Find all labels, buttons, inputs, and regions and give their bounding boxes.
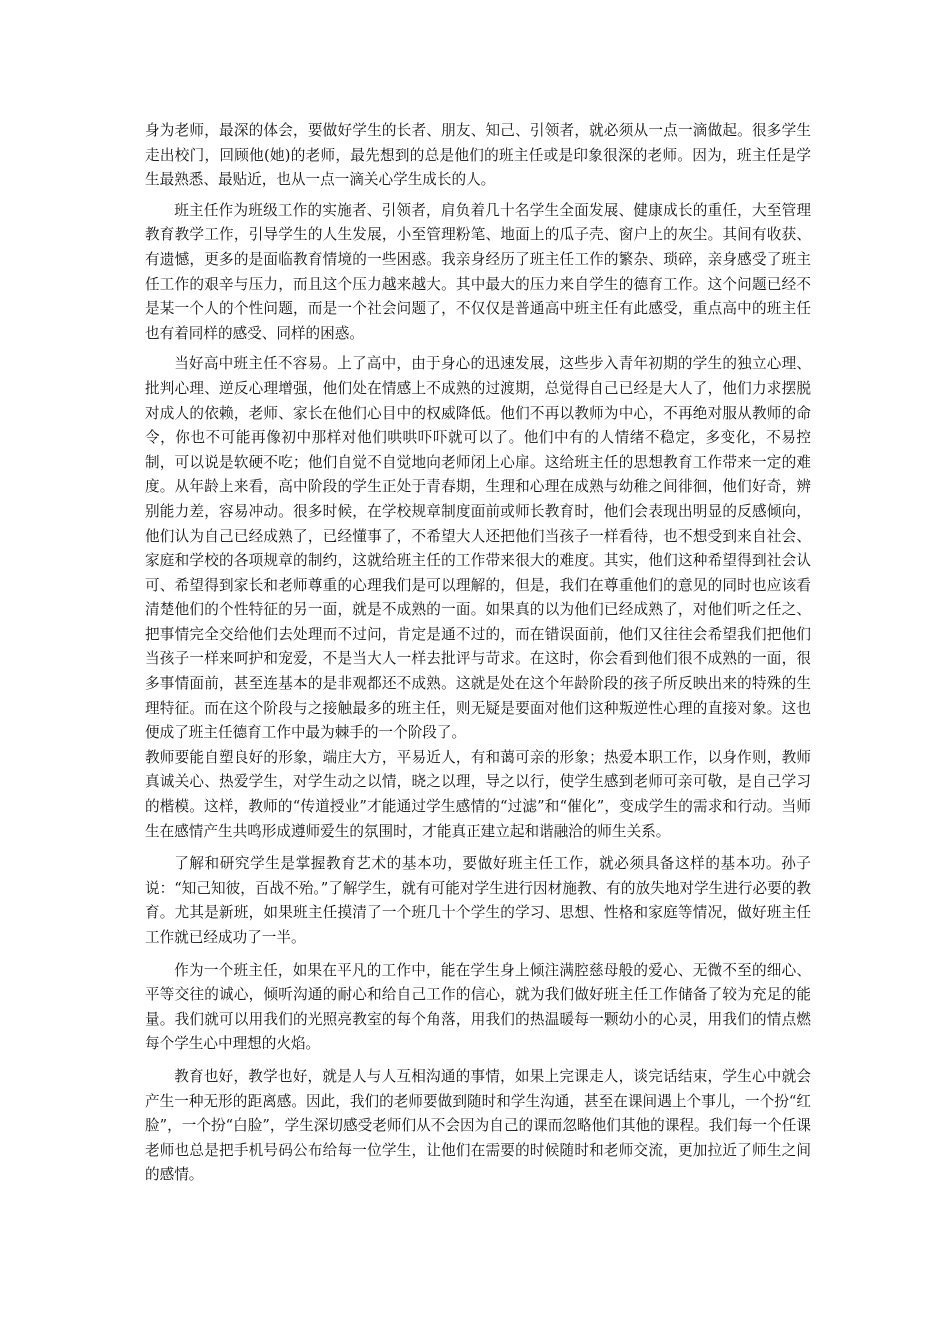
paragraph-6: 作为一个班主任，如果在平凡的工作中，能在学生身上倾注满腔慈母般的爱心、无微不至的细心、平等交往的诚心，倾听沟通的耐心和给自己工作的信心，就为我们做好班主任工作储备了较为充足的能量。我们就可以用我们的光照亮教室的每个角落，用我们的热温暖每一颗幼小的心灵，用我们的情点燃每个学生心中理想的火焰。 xyxy=(145,961,811,1053)
paragraph-3: 当好高中班主任不容易。上了高中，由于身心的迅速发展，这些步入青年初期的学生的独立心理、批判心理、逆反心理增强，他们处在情感上不成熟的过渡期，总觉得自己已经是大人了，他们力求摆脱对成人的依赖，老师、家长在他们心目中的权威降低。他们不再以教师为中心，不再绝对服从教师的命令，你也不可能再像初中那样对他们哄哄吓吓就可以了。他们中有的人情绪不稳定，多变化，不易控制，可以说是软硬不吃；他们自觉不自觉地向老师闭上心扉。这给班主任的思想教育工作带来一定的难度。从年龄上来看，高中阶段的学生正处于青春期，生理和心理在成熟与幼稚之间徘徊，他们好奇，辨别能力差，容易冲动。很多时候，在学校规章制度面前或师长教育时，他们会表现出明显的反感倾向，他们认为自己已经成熟了，已经懂事了，不希望大人还把他们当孩子一样看待，也不想受到来自社会、家庭和学校的各项规章的制约，这就给班主任的工作带来很大的难度。其实，他们这种希望得到社会认可、希望得到家长和老师尊重的心理我们是可以理解的，但是，我们在尊重他们的意见的同时也应该看清楚他们的个性特征的另一面，就是不成熟的一面。如果真的以为他们已经成熟了，对他们听之任之、把事情完全交给他们去处理而不过问，肯定是通不过的，而在错误面前，他们又往往会希望我们把他们当孩子一样来呵护和宠爱，不是当大人一样去批评与苛求。在这时，你会看到他们很不成熟的一面，很多事情面前，甚至连基本的是非观都还不成熟。这就是处在这个年龄阶段的孩子所反映出来的特殊的生理特征。而在这个阶段与之接触最多的班主任，则无疑是要面对他们这种叛逆性心理的直接对象。这也便成了班主任德育工作中最为棘手的一个阶段了。 xyxy=(145,355,811,742)
paragraph-1: 身为老师，最深的体会，要做好学生的长者、朋友、知己、引领者，就必须从一点一滴做起。很多学生走出校门，回顾他(她)的老师，最先想到的总是他们的班主任或是印象很深的老师。因为，班主任是学生最熟悉、最贴近，也从一点一滴关心学生成长的人。 xyxy=(145,122,811,189)
paragraph-7: 教育也好，教学也好，就是人与人互相沟通的事情，如果上完课走人，谈完话结束，学生心中就会产生一种无形的距离感。因此，我们的老师要做到随时和学生沟通，甚至在课间遇上个事儿，一个扮“红脸”，一个扮“白脸”，学生深切感受老师们从不会因为自己的课而忽略他们其他的课程。我们每一个任课老师也总是把手机号码公布给每一位学生，让他们在需要的时候随时和老师交流，更加拉近了师生之间的感情。 xyxy=(145,1067,811,1184)
document-body xyxy=(145,119,811,1188)
paragraph-5: 了解和研究学生是掌握教育艺术的基本功，要做好班主任工作，就必须具备这样的基本功。孙子说：“知己知彼，百战不殆。”了解学生，就有可能对学生进行因材施教、有的放失地对学生进行必要的教育。尤其是新班，如果班主任摸清了一个班几十个学生的学习、思想、性格和家庭等情况，做好班主任工作就已经成功了一半。 xyxy=(145,855,811,946)
paragraph-2: 班主任作为班级工作的实施者、引领者，肩负着几十名学生全面发展、健康成长的重任，大至管理教育教学工作，引导学生的人生发展，小至管理粉笔、地面上的瓜子壳、窗户上的灰尘。其间有收获、有遗憾，更多的是面临教育情境的一些困惑。我亲身经历了班主任工作的繁杂、琐碎，亲身感受了班主任工作的艰辛与压力，而且这个压力越来越大。其中最大的压力来自学生的德育工作。这个问题已经不是某一个人的个性问题，而是一个社会问题了，不仅仅是普通高中班主任有此感受，重点高中的班主任也有着同样的感受、同样的困惑。 xyxy=(145,201,811,342)
paragraph-4: 教师要能自塑良好的形象，端庄大方，平易近人，有和蔼可亲的形象；热爱本职工作，以身作则，教师真诚关心、热爱学生，对学生动之以情，晓之以理，导之以行，使学生感到老师可亲可敬，是自己学习的楷模。这样，教师的“传道授业”才能通过学生感情的“过滤”和“催化”，变成学生的需求和行动。当师生在感情产生共鸣形成遵师爱生的氛围时，才能真正建立起和谐融洽的师生关系。 xyxy=(145,748,811,840)
